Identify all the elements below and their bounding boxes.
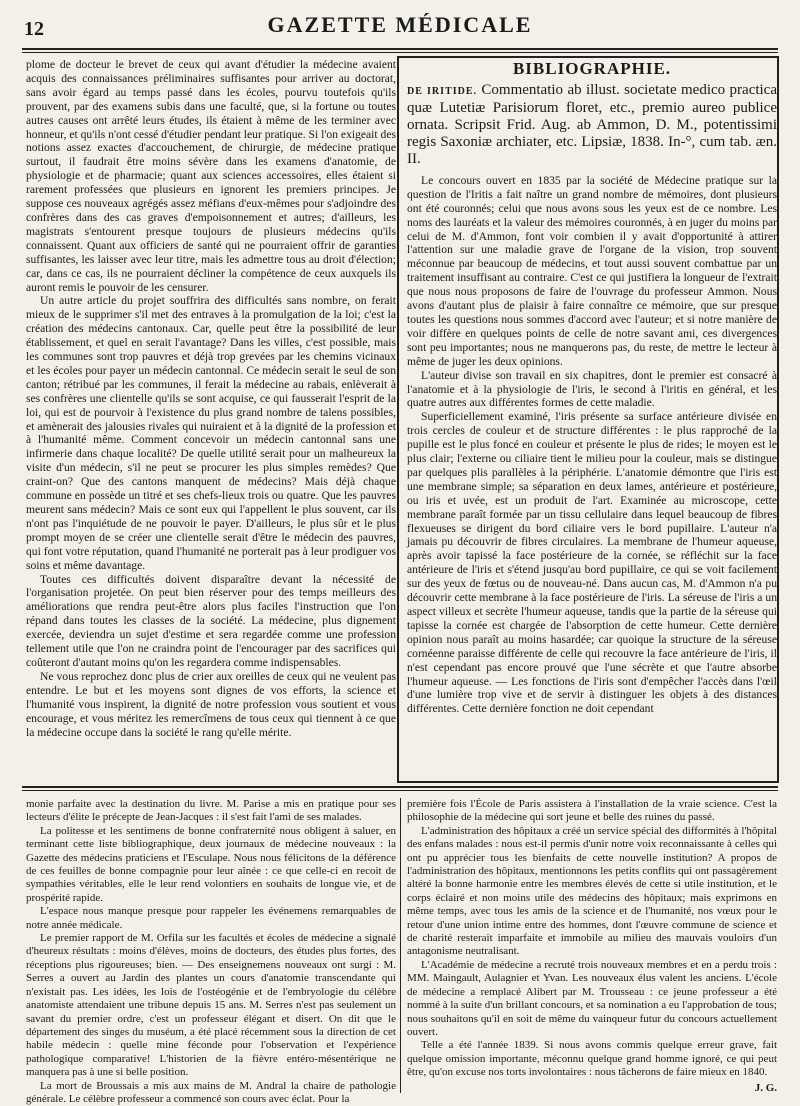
- paragraph: La mort de Broussais a mis aux mains de M. Andral la chaire de pathologie générale. Le célèbre professeur a commencé son cours avec éclat. Pour la: [26, 1079, 396, 1105]
- paragraph: L'espace nous manque presque pour rappeler les événemens remarquables de notre année médicale.: [26, 905, 396, 931]
- middle-rule: [22, 786, 778, 788]
- page-number: 12: [24, 18, 44, 40]
- paragraph: première fois l'École de Paris assistera à l'installation de la vraie science. C'est la philosophie de la médecine qui sort jeune et belle des ruines du passé.: [407, 798, 777, 824]
- paragraph: L'administration des hôpitaux a créé un service spécial des difformités à l'hôpital des enfans malades : nous est-il permis d'unir notre voix reconnaissante à celles qui ont pu apprécier tous les bienfaits de cette nouvelle institution? A propos de l'administration des hôpitaux, mentionnons les petits conflits qui ont passagèrement altéré la bonne harmonie entre les membres élevés de cette si utile institution, et le corps éclairé et non moins utile des médecins des hôpitaux; mais exprimons en même temps, avec tous les amis de la science et de l'humanité, nos vœux pour le retour d'une union intime entre des hommes, dont l'œuvre commune de science et de charité resterait imparfaite et immobile au milieu des mauvais vouloirs d'un antagonisme neutralisant.: [407, 824, 777, 958]
- paragraph: La politesse et les sentimens de bonne confraternité nous obligent à saluer, en terminant cette liste bibliographique, deux journaux de médecine nouveaux : la Gazette des médecins praticiens et l'Esculape. Nous nous félicitons de la déférence de ces feuilles de bonne compagnie pour leur aînée : ce que celle-ci en recoit de sympathies véritables, elle le leur rend volontiers en souhaits de longue vie, et de prospérité rapide.: [26, 824, 396, 904]
- reference-text: Commentatio ab illust. societate medico practica quæ Lutetiæ Parisiorum floret, etc., premio aureo publice ornata. Scripsit Frid. Aug. ab Ammon, D. M., potentissimi regis Saxoniæ archiater, etc. Lipsiæ, 1838. In-°, cum tab. æn. II.: [407, 81, 777, 167]
- bottom-column-divider: [400, 798, 401, 1093]
- bottom-left-column: [26, 798, 396, 1105]
- right-column: [407, 58, 777, 783]
- middle-rule-thin: [22, 790, 778, 791]
- masthead: GAZETTE MÉDICALE: [267, 12, 533, 37]
- paragraph: Toutes ces difficultés doivent disparaître devant la nécessité de l'organisation projetée. On peut bien réserver pour des temps meilleurs des améliorations que rendra peut-être alors plus faciles l'instruction que l'on répand dans toutes les classes de la société. La médecine, plus dignement exercée, deviendra un sujet d'estime et sera regardée comme une profession tellement utile que l'on ne craindra point de l'encourager par des sacrifices qui coûteront d'autant moins qu'on les regardera comme indispensables.: [26, 572, 396, 669]
- left-column: [26, 58, 396, 783]
- paragraph: L'Académie de médecine a recruté trois nouveaux membres et en a perdu trois : MM. Maingault, Aulagnier et Yvan. Les nouveaux élus valent les anciens. L'école de médecine a remplacé Alibert par M. Trousseau : ce jeune professeur a été nommé à la suite d'un brillant concours, et sa nomination a eu l'approbation de tous; nous souhaitons qu'il en soit de même du vainqueur futur du concours actuellement ouvert.: [407, 958, 777, 1038]
- paragraph: monie parfaite avec la destination du livre. M. Parise a mis en pratique pour ses lecteurs d'élite le précepte de Jean-Jacques : il s'est fait l'ami de ses malades.: [26, 798, 396, 824]
- book-reference: [407, 82, 777, 168]
- paragraph: Le premier rapport de M. Orfila sur les facultés et écoles de médecine a signalé d'heureux résultats : moins d'élèves, moins de docteurs, des études plus fortes, des réceptions plus rigoureuses; bien. — Des enseignemens nouveaux ont surgi : M. Serres a ouvert au Jardin des plantes un cours d'anatomie transcendante qui n'existait pas. Les idées, les lois de l'ostéogénie et de l'embryologie du célèbre anatomiste attendaient une tribune depuis 15 ans. M. Serres n'est pas seulement un savant du premier ordre, c'est un professeur élégant et disert. On dit que le département des singes du muséum, a été placé récemment sous la direction de cet habile médecin : quelle mine féconde pour l'observation et l'expérience pathologique comparative! L'historien de la fièvre entéro-mésentérique ne manquera pas à une si belle position.: [26, 932, 396, 1079]
- paragraph: Superficiellement examiné, l'iris présente sa surface antérieure divisée en trois cercles de couleur et de structure différentes : le plus rapproché de la pupille est le plus foncé en couleur et présente le plus de rides; le moyen est le plus clair; l'externe ou ciliaire tient le milieu pour la couleur, mais se distingue par quelques plis parallèles à la périphérie. L'anatomie démontre que l'iris est une membrane simple; sa séparation en deux lames, antérieure et postérieure, ou iris et uvée, est un produit de l'art. Examinée au microscope, cette membrane paraît formée par un tissu cellulaire dans lequel beaucoup de fibres flexueuses se dirigent du bord ciliaire vers le bord pupillaire. L'auteur n'a jamais pu découvrir de fibres circulaires. La membrane de l'humeur aqueuse, après avoir tapissé la face postérieure de la cornée, se réfléchit sur la face antérieure de l'iris et s'étend jusqu'au bord pupillaire, ce qui se voit facilement sur des yeux de fœtus ou de nouveau-né. Dans aucun cas, M. d'Ammon n'a pu découvrir cette membrane à la face postérieure de l'iris. La séreuse de l'iris a un aspect villeux et secrète l'humeur aqueuse, tandis que la partie de la séreuse qui tapisse la cornée est chargée de l'absorption de cette humeur. Cette dernière opinion nous paraît au moins hasardée; car quoique la structure de la séreuse cornéenne paraisse différente de celle qui recouvre la face antérieure de l'iris, il n'est cependant pas encore prouvé que l'une sécrète et que l'autre absorbe l'humeur aqueuse. — Les fonctions de l'iris sont d'empêcher l'accès dans l'œil d'une lumière trop vive et de servir à distinguer les objets à des distances différentes. Cette dernière fonction ne doit cependant: [407, 410, 777, 716]
- paragraph: Le concours ouvert en 1835 par la société de Médecine pratique sur la question de l'Iritis a fait naître un grand nombre de mémoires, dont plusieurs ont été couronnés; celui que nous avons sous les yeux est de ce nombre. Les noms des lauréats et la valeur des mémoires couronnés, à en juger du moins par celui de M. d'Ammon, font voir combien il y avait d'opportunité à attirer l'attention sur une maladie grave de l'organe de la vision, trop souvent méconnue par beaucoup de médecins, et tout aussi souvent combattue par un traitement insuffisant au contraire. C'est ce qui justifiera la longueur de l'extrait que nous nous proposons de faire de l'ouvrage du professeur Ammon. Nous avons d'autant plus de plaisir à faire connaître ce mémoire, que sur presque toutes les questions nous sommes d'accord avec l'auteur; et si notre manière de voir diffère en quelques points de celle de notre savant ami, ces divergences sont peu importantes; nous ne manquerons pas, du reste, de mettre le lecteur à même de juger les deux opinions.: [407, 173, 777, 368]
- paragraph: Telle a été l'année 1839. Si nous avons commis quelque erreur grave, fait quelque omission importante, méconnu quelque grand homme ignoré, ce qui peut être, qu'on excuse nos torts involontaires : nous tâcherons de faire mieux en 1840.: [407, 1039, 777, 1079]
- top-rule-thin: [22, 52, 778, 53]
- reference-lead: DE IRITIDE.: [407, 85, 477, 97]
- bottom-right-column: [407, 798, 777, 1093]
- paragraph: Ne vous reprochez donc plus de crier aux oreilles de ceux qui ne veulent pas entendre. Le but et les moyens sont dignes de vos efforts, la science et l'humanité vous inspirent, la dignité de notre profession vous soutient et vous encourage, et vous méritez les remercîmens de tous ceux qui tiennent à ce que la médecine occupe dans la société le rang qu'elle mérite.: [26, 669, 396, 739]
- paragraph: L'auteur divise son travail en six chapitres, dont le premier est consacré à l'anatomie et à la physiologie de l'iris, le second à l'iritis en général, et les quatre autres aux différentes formes de cette maladie.: [407, 368, 777, 410]
- top-rule: [22, 48, 778, 50]
- section-title: BIBLIOGRAPHIE.: [512, 59, 672, 78]
- signature: J. G.: [754, 1081, 777, 1094]
- paragraph: Un autre article du projet souffrira des difficultés sans nombre, on ferait mieux de le supprimer s'il met des entraves à la promulgation de la loi; c'est la création des médecins cantonaux. Car, quelle peut être la possibilité de leur établissement, et quel en serait l'avantage? Dans les villes, c'est possible, mais les communes sont trop pauvres et déjà trop grevées par les chemins vicinaux et les écoles pour payer un médecin cantonnal. Ce médecin serait le seul de son canton; rétribué par les communes, il ferait la médecine au rabais, enlèverait à ses confrères une clientelle qu'ils se sont acquise, ce qui fausserait l'esprit de la loi, qui est de pourvoir à l'existence du plus grand nombre de talens possibles, et amènerait des jalousies rivales qui nuiraient et à la dignité de la profession et à l'humanité même. Comment concevoir un médecin cantonnal sans une infirmerie dans chaque localité? De quelle utilité serait pour un malheureux la visite d'un médecin, s'il ne peut se procurer les plus simples remèdes? Que craint-on? Que des cantons manquent de médecins? Mais déjà chaque commune en possède un titré et ses chefs-lieux trois ou quatre. Que les pauvres meurent sans médecin? Mais ce sont eux qui l'appellent le plus souvent, car ils n'ont pas l'inquiétude de ne pouvoir le payer. D'ailleurs, le plus sûr et le plus prompt moyen de se créer une clientelle serait d'être le médecin des pauvres, qui font votre réputation, quand l'humanité ne porterait pas à leur prodiguer vos soins et même davantage.: [26, 294, 396, 572]
- paragraph: plome de docteur le brevet de ceux qui avant d'étudier la médecine avaient acquis des connaissances préliminaires suffisantes pour arriver au doctorat, sans avoir égard au temps passé dans les écoles, pourvu toutefois qu'ils prouvent, par des examens subis dans une faculté, que, si la fortune ou toutes autres causes ont arrêté leurs études, ils étaient à même de les terminer avec honneur, et qu'ils n'ont cessé d'étudier pendant leur pratique. Si l'on exigeait des notions assez exactes d'accouchement, de chirurgie, de médecine pratique surtout, il faudrait être moins sévère dans les examens d'anatomie, de physiologie et de pharmacie; quant aux sciences accessoires, elles étaient si rarement professées que plusieurs en ignorent les premiers principes. Je suppose ces nouveaux agrégés assez méfians d'eux-mêmes pour s'adjoindre des confrères dans des cas graves d'empoisonnement et autres; d'ailleurs, les magistrats s'entourent presque toujours de plusieurs médecins qu'ils connaissent. Quant aux officiers de santé qui ne pourraient offrir de garanties suffisantes, les laisser avec leur titre, mais les admettre tous au droit d'élection; car, dans ce cas, ils ne pourraient décliner la compétence de ceux auxquels ils auront remis le pouvoir de les censurer.: [26, 58, 396, 294]
